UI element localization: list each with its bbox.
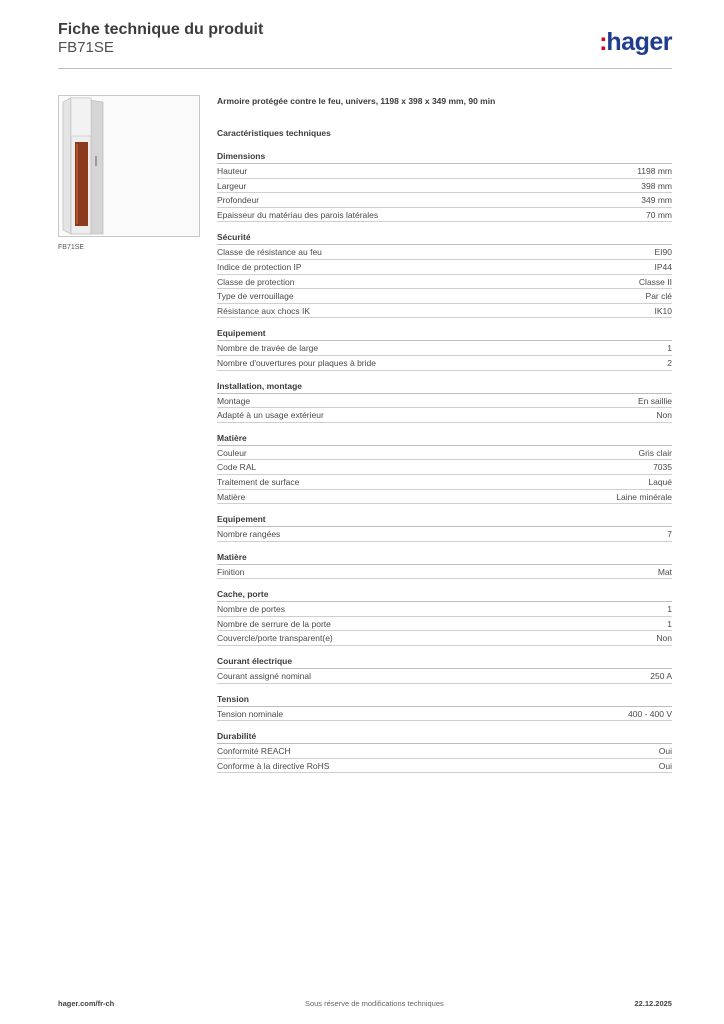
spec-label: Classe de protection — [217, 276, 295, 287]
section-title: Matière — [217, 552, 672, 565]
section-title: Equipement — [217, 514, 672, 527]
page-title: Fiche technique du produit — [58, 21, 264, 38]
spec-label: Traitement de surface — [217, 476, 300, 487]
spec-label: Profondeur — [217, 195, 260, 206]
spec-section — [217, 694, 672, 722]
product-image — [58, 95, 200, 237]
spec-section — [217, 731, 672, 773]
cabinet-illustration-icon — [59, 96, 199, 236]
spec-label: Conformité REACH — [217, 746, 291, 757]
footer-notice: Sous réserve de modifications techniques — [304, 999, 444, 1008]
spec-row — [217, 179, 672, 194]
spec-value: 7035 — [653, 462, 672, 473]
section-title: Sécurité — [217, 232, 672, 245]
spec-label: Nombre rangées — [217, 529, 281, 540]
spec-row — [217, 707, 672, 722]
spec-row — [217, 394, 672, 409]
spec-section — [217, 381, 672, 423]
spec-row — [217, 490, 672, 505]
spec-row — [217, 356, 672, 371]
spec-value: 1 — [667, 618, 672, 629]
spec-label: Tension nominale — [217, 708, 284, 719]
section-title: Cache, porte — [217, 589, 672, 602]
spec-label: Code RAL — [217, 462, 257, 473]
header-divider — [58, 68, 672, 69]
product-reference: FB71SE — [58, 39, 114, 56]
spec-value: 1 — [667, 343, 672, 354]
spec-label: Nombre de portes — [217, 604, 286, 615]
spec-value: 2 — [667, 357, 672, 368]
spec-label: Courant assigné nominal — [217, 671, 312, 682]
spec-label: Couvercle/porte transparent(e) — [217, 633, 333, 644]
spec-row — [217, 289, 672, 304]
spec-value: 70 mm — [646, 209, 672, 220]
spec-value: Par clé — [645, 291, 672, 302]
spec-value: 7 — [667, 529, 672, 540]
spec-sections — [217, 151, 672, 773]
spec-label: Indice de protection IP — [217, 261, 302, 272]
spec-value: IP44 — [654, 261, 672, 272]
spec-section — [217, 151, 672, 222]
spec-row — [217, 527, 672, 542]
spec-section — [217, 328, 672, 370]
specs-heading: Caractéristiques techniques — [217, 128, 331, 138]
spec-label: Adapté à un usage extérieur — [217, 410, 324, 421]
spec-value: IK10 — [654, 305, 672, 316]
spec-row — [217, 164, 672, 179]
spec-value: Oui — [658, 746, 672, 757]
spec-label: Hauteur — [217, 166, 248, 176]
spec-row — [217, 408, 672, 423]
spec-row — [217, 304, 672, 319]
spec-label: Nombre d'ouvertures pour plaques à bride — [217, 357, 376, 368]
spec-row — [217, 602, 672, 617]
section-title: Durabilité — [217, 731, 672, 744]
spec-section — [217, 514, 672, 542]
spec-label: Classe de résistance au feu — [217, 247, 322, 258]
spec-row — [217, 245, 672, 260]
footer-date: 22.12.2025 — [634, 999, 672, 1008]
spec-row — [217, 631, 672, 646]
spec-section — [217, 552, 672, 580]
section-title: Courant électrique — [217, 656, 672, 669]
spec-label: Matière — [217, 491, 246, 502]
spec-label: Conforme à la directive RoHS — [217, 760, 330, 771]
hager-logo — [599, 28, 672, 57]
spec-value: 1198 mm — [637, 166, 672, 176]
product-image-caption: FB71SE — [58, 244, 85, 251]
spec-value: 400 - 400 V — [628, 708, 672, 719]
logo-wordmark: hager — [606, 28, 672, 56]
spec-label: Montage — [217, 395, 251, 406]
spec-row — [217, 617, 672, 632]
spec-value: Gris clair — [638, 447, 672, 458]
product-description: Armoire protégée contre le feu, univers, 1198 x 398 x 349 mm, 90 min — [217, 96, 496, 106]
spec-label: Nombre de serrure de la porte — [217, 618, 331, 629]
spec-row — [217, 669, 672, 684]
spec-row — [217, 275, 672, 290]
spec-row — [217, 475, 672, 490]
spec-label: Résistance aux chocs IK — [217, 305, 311, 316]
spec-value: Oui — [658, 760, 672, 771]
spec-value: 1 — [667, 604, 672, 615]
spec-label: Nombre de travée de large — [217, 343, 319, 354]
spec-row — [217, 565, 672, 580]
spec-content — [217, 96, 672, 783]
spec-section — [217, 656, 672, 684]
spec-value: EI90 — [654, 247, 672, 258]
page-footer — [58, 999, 672, 1008]
spec-row — [217, 446, 672, 461]
spec-row — [217, 260, 672, 275]
spec-section — [217, 589, 672, 646]
logo-colon-mark: : — [599, 28, 605, 56]
spec-label: Epaisseur du matériau des parois latérales — [217, 209, 379, 220]
spec-value: 398 mm — [641, 180, 672, 191]
spec-value: Classe II — [638, 276, 672, 287]
spec-row — [217, 193, 672, 208]
spec-label: Finition — [217, 566, 245, 577]
section-title: Matière — [217, 433, 672, 446]
spec-label: Type de verrouillage — [217, 291, 294, 302]
spec-label: Couleur — [217, 447, 247, 458]
spec-value: 349 mm — [641, 195, 672, 206]
spec-value: 250 A — [650, 671, 672, 682]
spec-value: En saillie — [637, 395, 672, 406]
spec-row — [217, 341, 672, 356]
section-title: Equipement — [217, 328, 672, 341]
section-title: Tension — [217, 694, 672, 707]
spec-label: Largeur — [217, 180, 247, 191]
spec-value: Non — [656, 633, 672, 644]
spec-row — [217, 208, 672, 223]
spec-section — [217, 433, 672, 504]
spec-section — [217, 232, 672, 318]
spec-value: Non — [656, 410, 672, 421]
spec-value: Laqué — [648, 476, 672, 487]
section-title: Dimensions — [217, 151, 672, 164]
footer-website: hager.com/fr-ch — [58, 999, 115, 1008]
spec-value: Laine minérale — [616, 491, 672, 502]
spec-value: Mat — [657, 566, 672, 577]
spec-row — [217, 759, 672, 774]
section-title: Installation, montage — [217, 381, 672, 394]
spec-row — [217, 744, 672, 759]
spec-row — [217, 460, 672, 475]
